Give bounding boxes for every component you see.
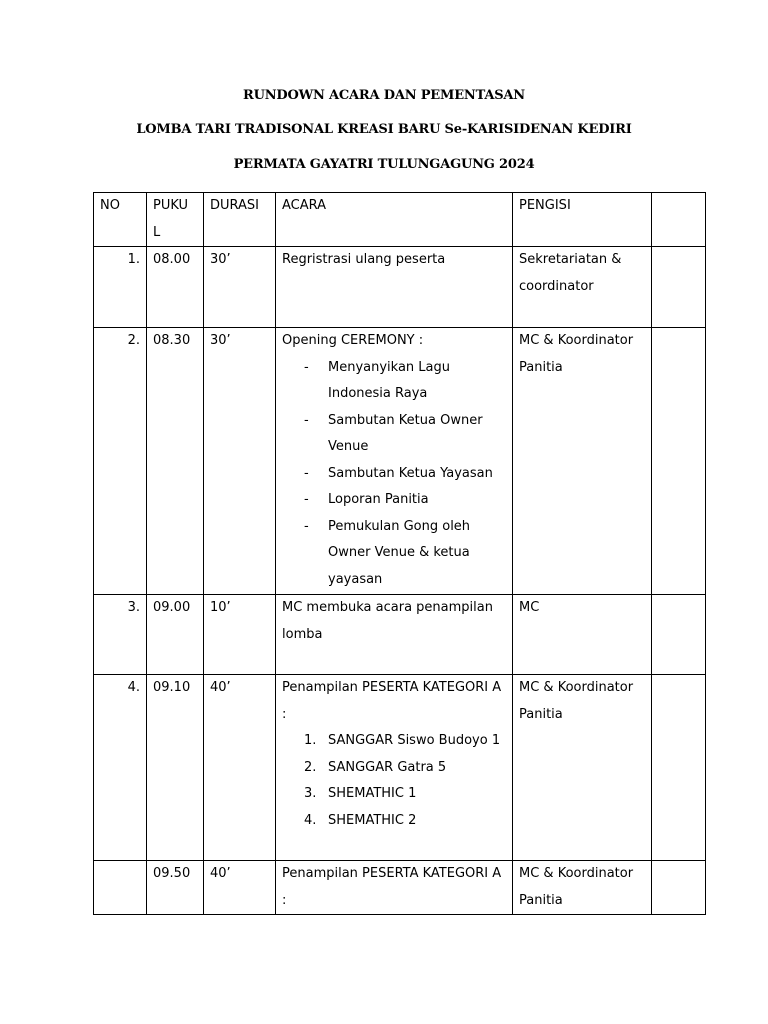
table-header-row xyxy=(94,193,706,247)
table-row xyxy=(94,595,706,675)
header-pukul: PUKU L xyxy=(147,193,204,247)
list-item xyxy=(282,808,506,835)
dash-marker: - xyxy=(304,412,309,428)
row-acara: Penampilan PESERTA KATEGORI A : xyxy=(276,861,513,915)
table-row xyxy=(94,675,706,861)
list-item xyxy=(282,355,506,408)
row-pukul: 08.30 xyxy=(147,328,204,595)
list-item-text: Loporan Panitia xyxy=(328,492,429,507)
list-item xyxy=(282,461,506,488)
number-marker: 1. xyxy=(304,733,317,748)
header-pengisi: PENGISI xyxy=(513,193,652,247)
header-durasi: DURASI xyxy=(204,193,276,247)
row-pengisi: Sekretariatan & coordinator xyxy=(513,247,652,328)
list-item-text: Menyanyikan Lagu Indonesia Raya xyxy=(328,359,450,401)
list-item-text: SHEMATHIC 2 xyxy=(328,812,417,828)
row-durasi: 10’ xyxy=(204,595,276,675)
row-durasi: 40’ xyxy=(204,675,276,861)
table-row xyxy=(94,861,706,915)
list-item xyxy=(282,781,506,808)
row-extra xyxy=(652,328,706,595)
list-item xyxy=(282,514,506,594)
row-pukul: 09.00 xyxy=(147,595,204,675)
row-pukul: 09.10 xyxy=(147,675,204,861)
acara-heading: Opening CEREMONY : xyxy=(282,333,424,348)
number-marker: 2. xyxy=(304,759,317,775)
list-item-text: Sambutan Ketua Yayasan xyxy=(328,465,493,481)
row-durasi: 30’ xyxy=(204,247,276,328)
list-item xyxy=(282,755,506,782)
row-acara: MC membuka acara penampilan lomba xyxy=(276,595,513,675)
row-acara xyxy=(276,675,513,861)
ceremony-list xyxy=(282,355,506,594)
row-extra xyxy=(652,861,706,915)
table-row xyxy=(94,328,706,595)
list-item-text: SANGGAR Gatra 5 xyxy=(328,759,447,775)
row-extra xyxy=(652,247,706,328)
row-no: 1. xyxy=(94,247,147,328)
row-no: 2. xyxy=(94,328,147,595)
row-pengisi: MC xyxy=(513,595,652,675)
document-title: RUNDOWN ACARA DAN PEMENTASAN xyxy=(242,88,525,103)
list-item xyxy=(282,408,506,461)
row-extra xyxy=(652,595,706,675)
dash-marker: - xyxy=(304,359,309,375)
number-marker: 3. xyxy=(304,786,317,801)
row-no: 3. xyxy=(94,595,147,675)
row-no xyxy=(94,861,147,915)
row-pukul: 08.00 xyxy=(147,247,204,328)
row-pengisi: MC & Koordinator Panitia xyxy=(513,675,652,861)
row-extra xyxy=(652,675,706,861)
dash-marker: - xyxy=(304,492,309,507)
list-item-text: Pemukulan Gong oleh Owner Venue & ketua yayasan xyxy=(328,518,471,587)
dash-marker: - xyxy=(304,518,309,534)
header-extra xyxy=(652,193,706,247)
rundown-table xyxy=(93,192,706,915)
participant-list xyxy=(282,728,506,834)
header-no: NO xyxy=(94,193,147,247)
row-acara: Regristrasi ulang peserta xyxy=(276,247,513,328)
row-pengisi: MC & Koordinator Panitia xyxy=(513,861,652,915)
header-acara: ACARA xyxy=(276,193,513,247)
row-pukul: 09.50 xyxy=(147,861,204,915)
event-title: LOMBA TARI TRADISONAL KREASI BARU Se-KARISIDENAN KEDIRI xyxy=(136,122,632,137)
number-marker: 4. xyxy=(304,812,317,828)
list-item xyxy=(282,728,506,755)
list-item-text: SHEMATHIC 1 xyxy=(328,786,417,801)
dash-marker: - xyxy=(304,465,309,481)
row-durasi: 40’ xyxy=(204,861,276,915)
list-item-text: SANGGAR Siswo Budoyo 1 xyxy=(328,733,501,748)
event-venue-year: PERMATA GAYATRI TULUNGAGUNG 2024 xyxy=(233,157,535,172)
acara-heading: Penampilan PESERTA KATEGORI A : xyxy=(282,680,502,722)
row-no: 4. xyxy=(94,675,147,861)
table-row xyxy=(94,247,706,328)
list-item xyxy=(282,487,506,514)
list-item-text: Sambutan Ketua Owner Venue xyxy=(328,412,483,454)
row-acara xyxy=(276,328,513,595)
row-pengisi: MC & Koordinator Panitia xyxy=(513,328,652,595)
row-durasi: 30’ xyxy=(204,328,276,595)
